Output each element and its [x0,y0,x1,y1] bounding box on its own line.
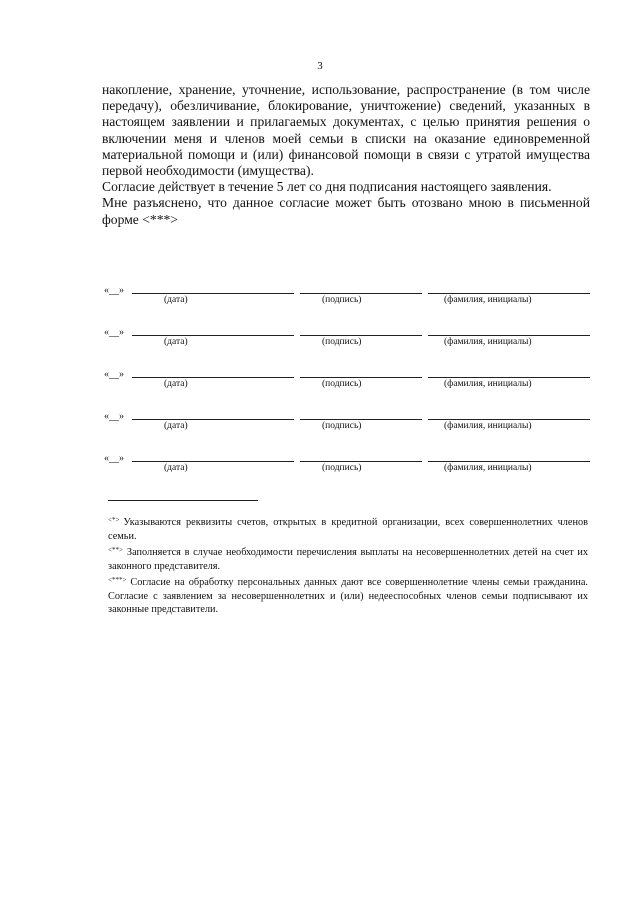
name-caption: (фамилия, инициалы) [444,337,532,347]
footnotes [108,514,588,618]
date-caption: (дата) [164,295,188,305]
signature-caption: (подпись) [322,379,362,389]
signature-row [104,327,590,353]
date-line [132,293,294,294]
signature-row [104,369,590,395]
name-line [428,293,590,294]
signature-caption: (подпись) [322,337,362,347]
footnote [108,574,588,617]
paragraph-validity: Согласие действует в течение 5 лет со дня подписания настоящего заявления. [102,179,552,195]
name-line [428,377,590,378]
signature-line [300,335,422,336]
date-quote: «__» [104,285,124,296]
date-caption: (дата) [164,379,188,389]
name-line [428,461,590,462]
name-caption: (фамилия, инициалы) [444,463,532,473]
footnote-mark: <**> [108,546,123,554]
signature-caption: (подпись) [322,295,362,305]
footnote [108,544,588,573]
consent-text [102,82,590,228]
page-number: 3 [317,60,323,72]
date-quote: «__» [104,327,124,338]
date-caption: (дата) [164,337,188,347]
signature-line [300,293,422,294]
signature-line [300,461,422,462]
name-caption: (фамилия, инициалы) [444,421,532,431]
signature-row [104,453,590,479]
footnote-text: Заполняется в случае необходимости перечисления выплаты на несовершеннолетних детей на счет их законного представителя. [108,547,588,572]
date-quote: «__» [104,411,124,422]
date-caption: (дата) [164,421,188,431]
date-line [132,335,294,336]
signature-caption: (подпись) [322,421,362,431]
date-quote: «__» [104,369,124,380]
date-line [132,419,294,420]
date-quote: «__» [104,453,124,464]
signature-row [104,411,590,437]
name-caption: (фамилия, инициалы) [444,295,532,305]
date-line [132,461,294,462]
signature-caption: (подпись) [322,463,362,473]
paragraph-revocation: Мне разъяснено, что данное согласие может быть отозвано мною в письменной форме <***> [102,195,590,227]
footnote-mark: <***> [108,576,127,584]
name-caption: (фамилия, инициалы) [444,379,532,389]
footnote-mark: <*> [108,516,120,524]
date-caption: (дата) [164,463,188,473]
date-line [132,377,294,378]
footnote-separator [108,500,258,501]
footnote-text: Указываются реквизиты счетов, открытых в кредитной организации, всех совершеннолетних членов семьи. [108,517,588,542]
paragraph-processing: накопление, хранение, уточнение, использование, распространение (в том числе передачу), обезличивание, блокирование, уничтожение) сведений, указанных в настоящем заявлении и прилагаемых документах, с целью принятия решения о включении меня и членов моей семьи в списки на оказание единовременной материальной помощи и (или) финансовой помощи в связи с утратой имущества первой необходимости (имущества). [102,82,590,179]
name-line [428,419,590,420]
signature-line [300,377,422,378]
footnote-text: Согласие на обработку персональных данных дают все совершеннолетние члены семьи гражданина. Согласие с заявлением за несовершеннолетних и (или) недееспособных членов семьи подписывают их законные представители. [108,577,588,615]
footnote [108,514,588,543]
signature-row [104,285,590,311]
name-line [428,335,590,336]
signature-line [300,419,422,420]
